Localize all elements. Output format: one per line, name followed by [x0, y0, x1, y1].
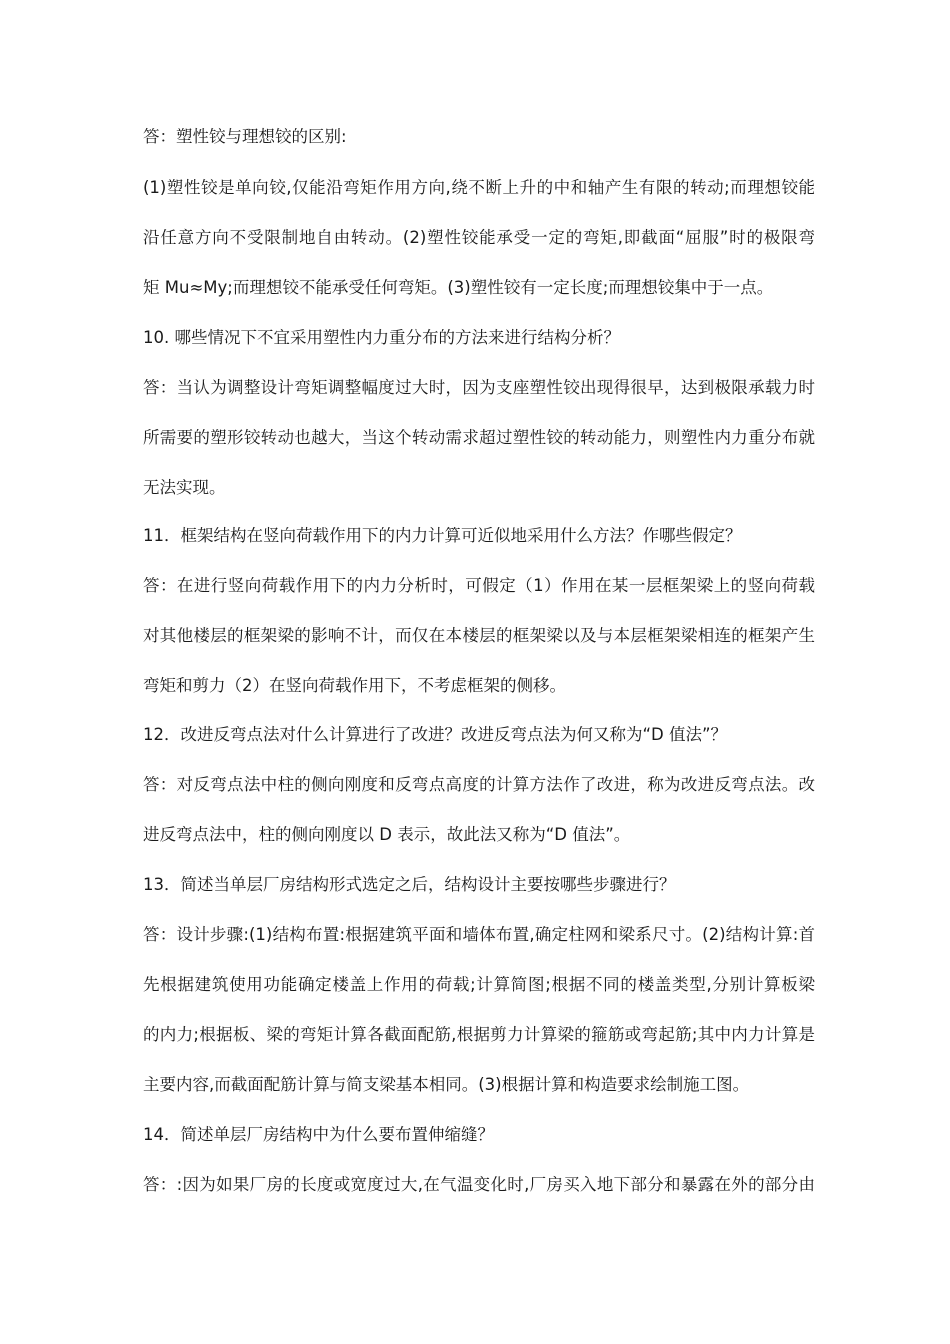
answer-13-line-4: 主要内容,而截面配筋计算与简支梁基本相同。(3)根据计算和构造要求绘制施工图。	[143, 1075, 750, 1094]
answer-13-line-3: 的内力;根据板、梁的弯矩计算各截面配筋,根据剪力计算梁的箍筋或弯起筋;其中内力计算是	[143, 1025, 815, 1044]
answer-9-line-2: 沿任意方向不受限制地自由转动。(2)塑性铰能承受一定的弯矩,即截面“屈服”时的极限弯	[143, 228, 815, 247]
question-11: 11．框架结构在竖向荷载作用下的内力计算可近似地采用什么方法？作哪些假定？	[143, 526, 742, 545]
answer-10-line-2: 所需要的塑形铰转动也越大，当这个转动需求超过塑性铰的转动能力，则塑性内力重分布就	[143, 428, 815, 447]
question-12: 12．改进反弯点法对什么计算进行了改进？改进反弯点法为何又称为“D 值法”？	[143, 725, 728, 744]
answer-13-line-2: 先根据建筑使用功能确定楼盖上作用的荷载;计算简图;根据不同的楼盖类型,分别计算板梁	[143, 975, 815, 994]
answer-10-line-1: 答：当认为调整设计弯矩调整幅度过大时，因为支座塑性铰出现得很早，达到极限承载力时	[143, 378, 815, 397]
answer-13-line-1: 答：设计步骤:(1)结构布置:根据建筑平面和墙体布置,确定柱网和梁系尺寸。(2)结构计算:首	[143, 925, 815, 944]
question-14: 14．简述单层厂房结构中为什么要布置伸缩缝？	[143, 1125, 494, 1144]
question-13: 13．简述当单层厂房结构形式选定之后，结构设计主要按哪些步骤进行？	[143, 875, 676, 894]
answer-12-line-1: 答：对反弯点法中柱的侧向刚度和反弯点高度的计算方法作了改进，称为改进反弯点法。改	[143, 775, 815, 794]
answer-10-line-3: 无法实现。	[143, 478, 226, 497]
question-10: 10. 哪些情况下不宜采用塑性内力重分布的方法来进行结构分析？	[143, 328, 620, 347]
answer-11-line-2: 对其他楼层的框架梁的影响不计，而仅在本楼层的框架梁以及与本层框架梁相连的框架产生	[143, 626, 815, 645]
answer-9-heading: 答：塑性铰与理想铰的区别:	[143, 127, 347, 146]
answer-11-line-1: 答：在进行竖向荷载作用下的内力分析时，可假定（1）作用在某一层框架梁上的竖向荷载	[143, 576, 815, 595]
answer-11-line-3: 弯矩和剪力（2）在竖向荷载作用下，不考虑框架的侧移。	[143, 676, 566, 695]
answer-12-line-2: 进反弯点法中，柱的侧向刚度以 D 表示，故此法又称为“D 值法”。	[143, 825, 631, 844]
answer-14-line-1: 答：:因为如果厂房的长度或宽度过大,在气温变化时,厂房买入地下部分和暴露在外的部分由	[143, 1175, 815, 1194]
answer-9-line-3: 矩 Mu≈My;而理想铰不能承受任何弯矩。(3)塑性铰有一定长度;而理想铰集中于一点。	[143, 278, 774, 297]
answer-9-line-1: (1)塑性铰是单向铰,仅能沿弯矩作用方向,绕不断上升的中和轴产生有限的转动;而理想铰能	[143, 178, 815, 197]
